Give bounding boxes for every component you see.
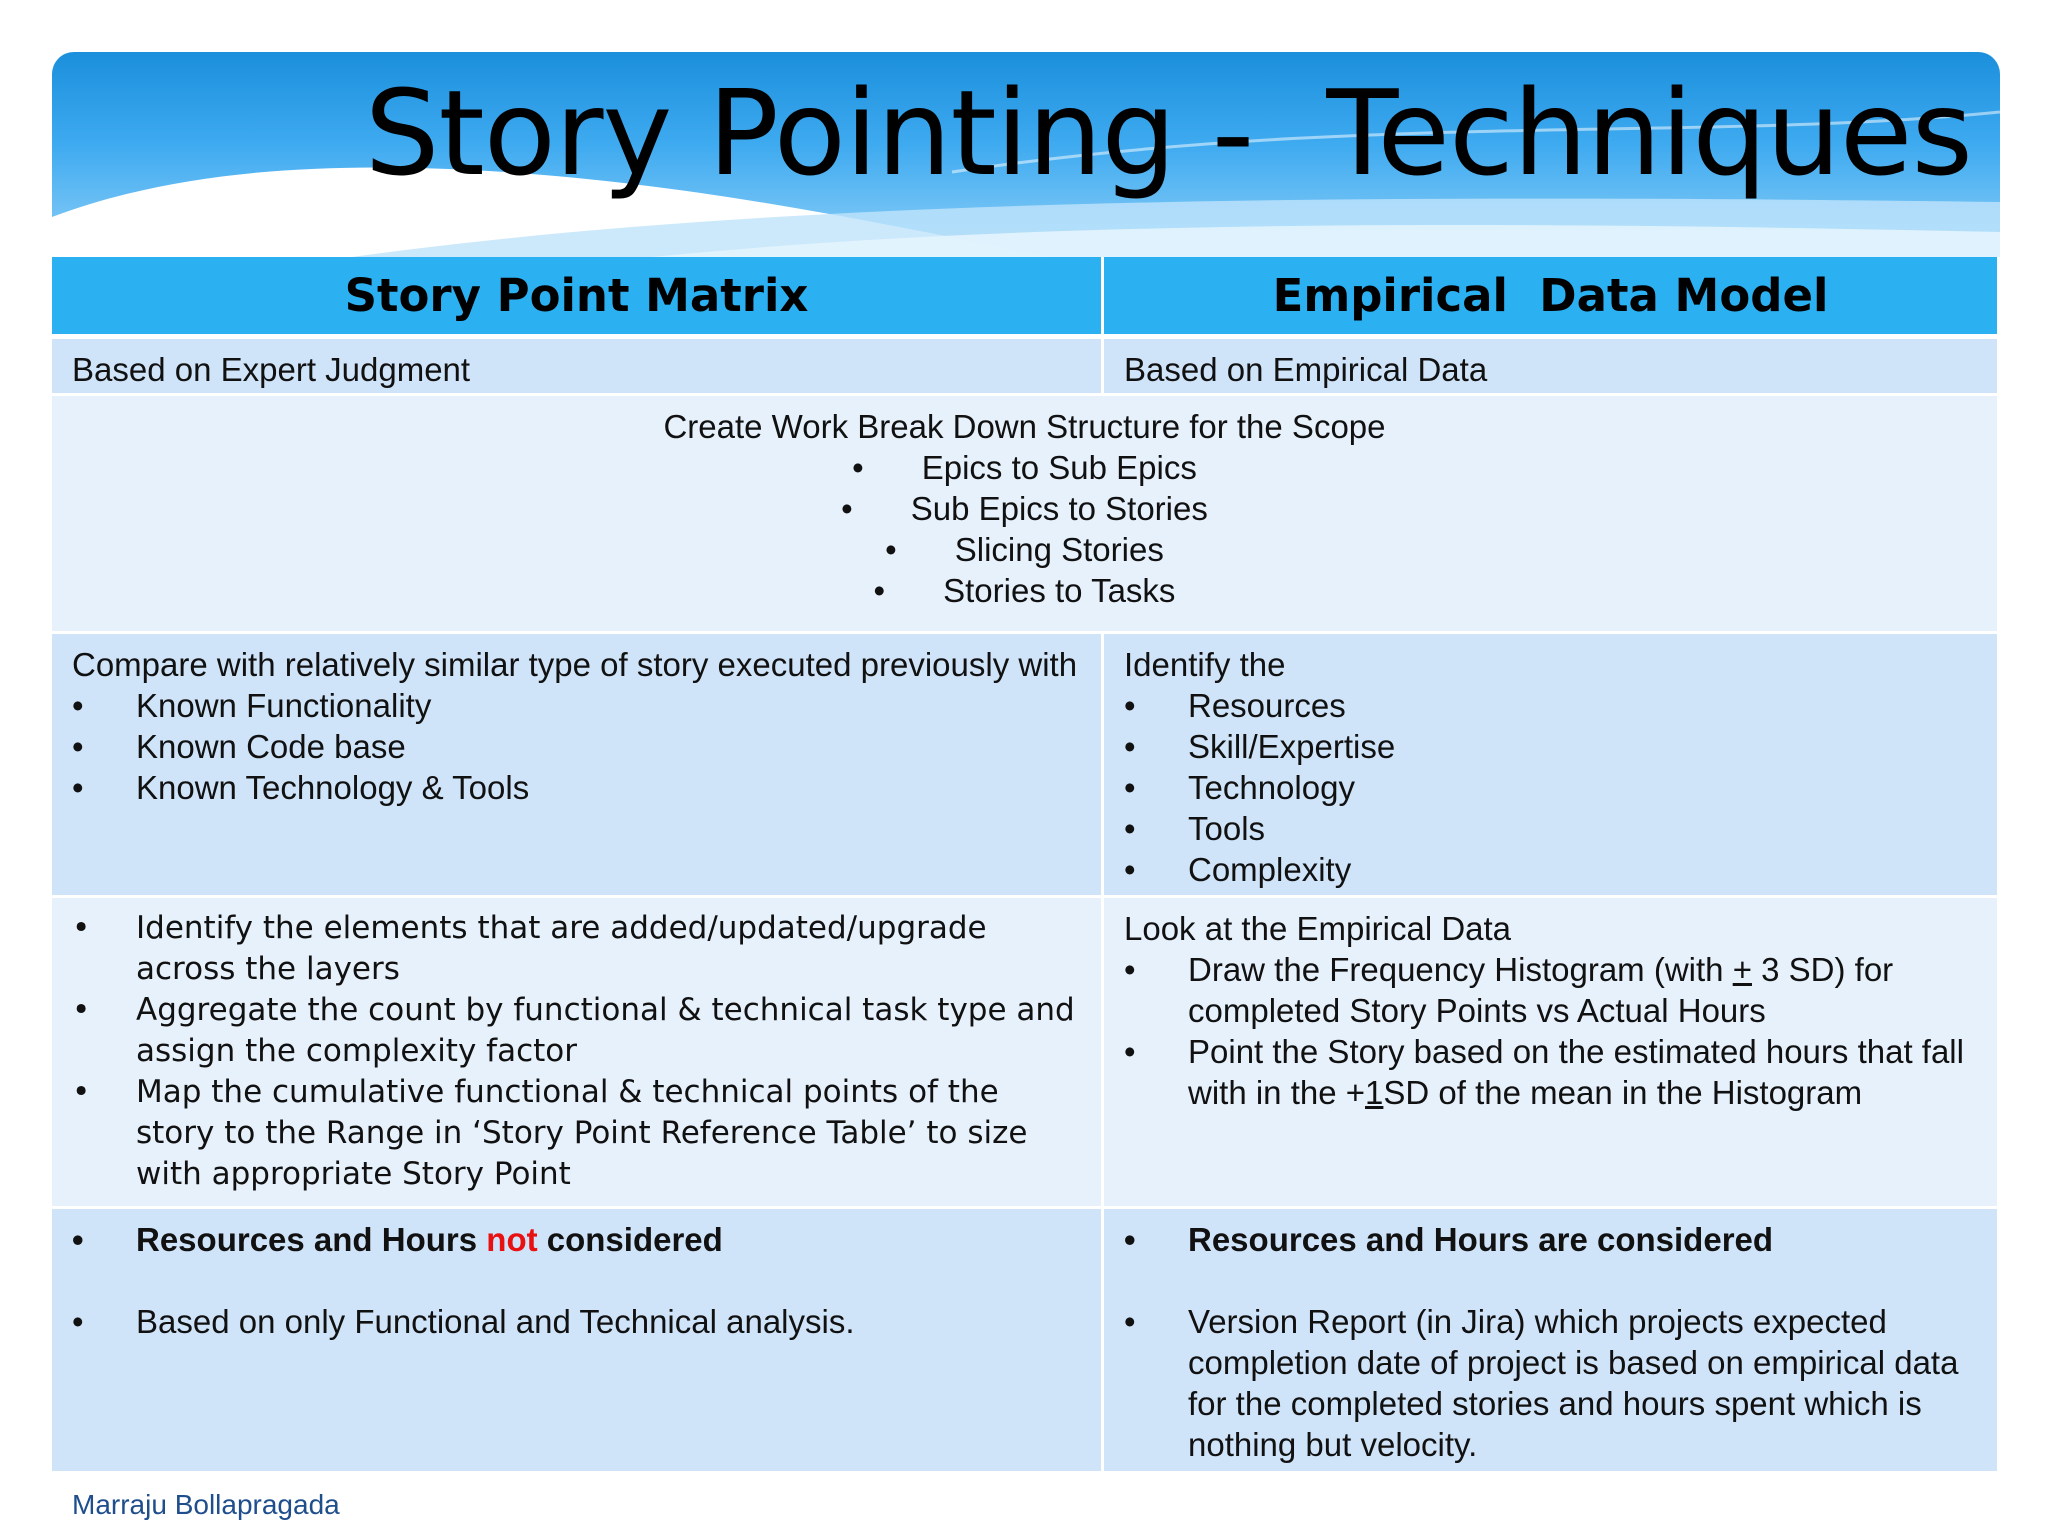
plus-minus: + — [1732, 951, 1752, 988]
list-item: • Technology — [1124, 767, 1977, 808]
header-empirical-data-model: Empirical Data Model — [1104, 257, 2000, 339]
identify-list — [1124, 685, 1977, 890]
summary-bold-a: Resources and Hours — [136, 1221, 487, 1258]
list-item: • Aggregate the count by functional & technical task type and assign the complexity factor — [72, 990, 1081, 1072]
list-item: • Based on only Functional and Technical analysis. — [72, 1301, 1081, 1342]
list-item: • Epics to Sub Epics — [72, 447, 1977, 488]
identify-right — [1104, 634, 2000, 898]
list-item: • Skill/Expertise — [1124, 726, 1977, 767]
method-left — [52, 898, 1104, 1209]
identify-intro: Identify the — [1124, 646, 1286, 683]
method-list — [72, 908, 1081, 1195]
summary-left — [52, 1209, 1104, 1474]
point-text-b: SD of the mean in the Histogram — [1383, 1074, 1863, 1111]
compare-list — [72, 685, 1081, 808]
author-footer: Marraju Bollapragada — [72, 1489, 340, 1520]
empirical-intro: Look at the Empirical Data — [1124, 910, 1512, 947]
histogram-text-a: Draw the Frequency Histogram (with — [1188, 951, 1733, 988]
compare-intro: Compare with relatively similar type of story executed previously with — [72, 646, 1078, 683]
basis-left: Based on Expert Judgment — [52, 339, 1104, 396]
list-item — [1124, 949, 1977, 1031]
list-item: • Known Code base — [72, 726, 1081, 767]
list-item: • Tools — [1124, 808, 1977, 849]
point-text-a: Point the Story based on the estimated hours that fall with in the + — [1188, 1033, 1964, 1111]
list-item: • Sub Epics to Stories — [72, 488, 1977, 529]
list-item: • Known Technology & Tools — [72, 767, 1081, 808]
list-item — [72, 1219, 1081, 1260]
compare-left — [52, 634, 1104, 898]
list-item — [1124, 1031, 1977, 1113]
summary-right — [1104, 1209, 2000, 1474]
list-item: • Slicing Stories — [72, 529, 1977, 570]
sd-one: 1 — [1365, 1074, 1384, 1111]
summary-left-list — [72, 1219, 1081, 1342]
list-item: • Version Report (in Jira) which projects expected completion date of project is based on empirical data for the completed stories and hours spent which is nothing but velocity. — [1124, 1301, 1977, 1465]
summary-bold-b: considered — [537, 1221, 723, 1258]
wbs-heading: Create Work Break Down Structure for the Scope — [663, 408, 1386, 445]
method-right — [1104, 898, 2000, 1209]
list-item: • Map the cumulative functional & technical points of the story to the Range in ‘Story Point Reference Table’ to size with appropriate Story Point — [72, 1072, 1081, 1195]
list-item: • Known Functionality — [72, 685, 1081, 726]
header-story-point-matrix: Story Point Matrix — [52, 257, 1104, 339]
summary-right-list — [1124, 1219, 1977, 1465]
basis-right: Based on Empirical Data — [1104, 339, 2000, 396]
list-item: • Complexity — [1124, 849, 1977, 890]
title-banner — [52, 52, 2000, 257]
list-item: • Stories to Tasks — [72, 570, 1977, 611]
slide-title: Story Pointing - Techniques — [364, 64, 1972, 202]
wbs-cell — [52, 396, 2000, 634]
empirical-list — [1124, 949, 1977, 1113]
not-emphasis: not — [486, 1221, 538, 1258]
list-item: • Identify the elements that are added/updated/upgrade across the layers — [72, 908, 1081, 990]
wbs-list — [72, 447, 1977, 611]
list-item: • Resources — [1124, 685, 1977, 726]
histogram-text-b: 3 SD) for completed Story Points vs Actual Hours — [1188, 951, 1894, 1029]
list-item: • Resources and Hours are considered — [1124, 1219, 1977, 1260]
comparison-table — [52, 257, 2000, 1474]
